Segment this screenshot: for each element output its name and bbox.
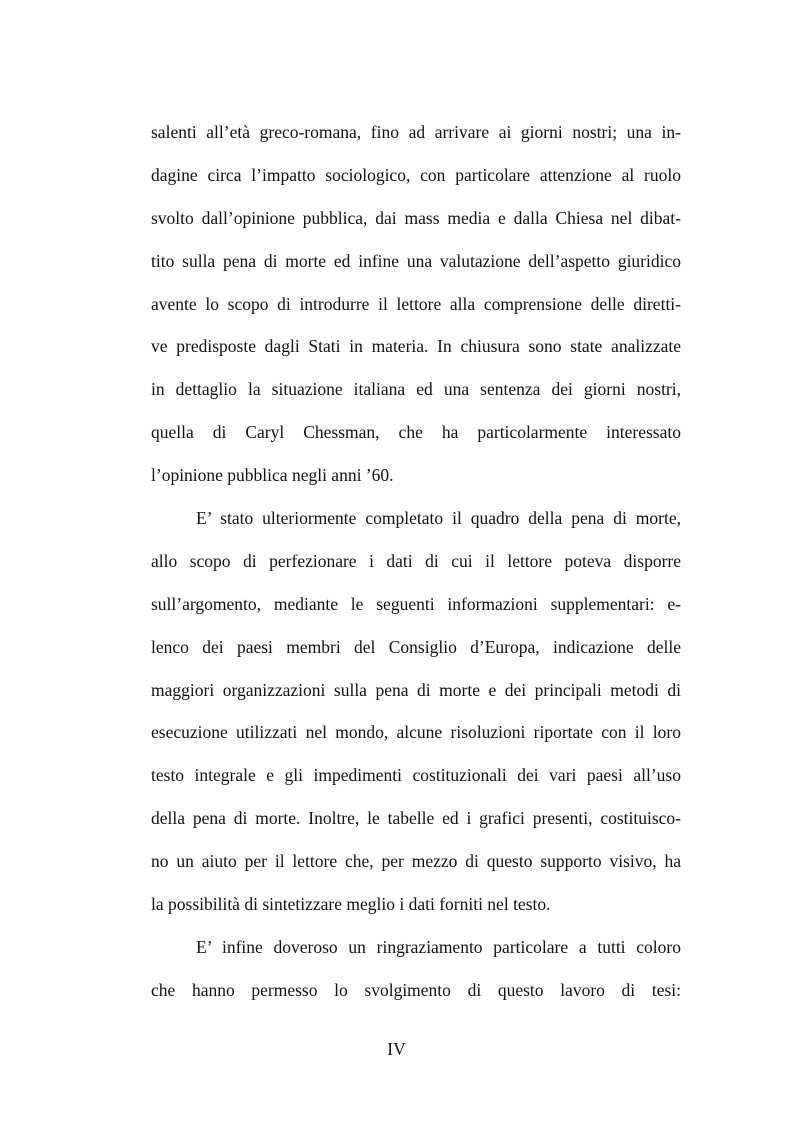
text-line: l’opinione pubblica negli anni ’60. — [151, 465, 394, 486]
text-line: lenco dei paesi membri del Consiglio d’Europa, indicazione delle — [151, 636, 681, 657]
text-line: sull’argomento, mediante le seguenti informazioni supplementari: e- — [151, 593, 681, 614]
text-line: E’ infine doveroso un ringraziamento particolare a tutti coloro — [196, 936, 681, 957]
text-line: testo integrale e gli impedimenti costituzionali dei vari paesi all’uso — [151, 765, 681, 786]
paragraph-3 — [151, 926, 681, 1012]
text-line: quella di Caryl Chessman, che ha particolarmente interessato — [151, 422, 681, 443]
text-line: allo scopo di perfezionare i dati di cui il lettore poteva disporre — [151, 550, 681, 571]
text-line: no un aiuto per il lettore che, per mezzo di questo supporto visivo, ha — [151, 851, 681, 872]
text-line: che hanno permesso lo svolgimento di questo lavoro di tesi: — [151, 979, 681, 1000]
text-line: ve predisposte dagli Stati in materia. In chiusura sono state analizzate — [151, 336, 681, 357]
body-text — [151, 111, 681, 1012]
text-line: esecuzione utilizzati nel mondo, alcune risoluzioni riportate con il loro — [151, 722, 681, 743]
text-line: salenti all’età greco-romana, fino ad arrivare ai giorni nostri; una in- — [151, 122, 681, 142]
paragraph-2 — [151, 497, 681, 926]
paragraph-1 — [151, 111, 681, 497]
text-line: E’ stato ulteriormente completato il quadro della pena di morte, — [196, 508, 681, 529]
text-line: maggiori organizzazioni sulla pena di morte e dei principali metodi di — [151, 679, 681, 700]
text-line: tito sulla pena di morte ed infine una valutazione dell’aspetto giuridico — [151, 250, 681, 271]
text-line: svolto dall’opinione pubblica, dai mass media e dalla Chiesa nel dibat- — [151, 207, 681, 228]
text-line: avente lo scopo di introdurre il lettore alla comprensione delle diretti- — [151, 293, 681, 314]
text-line: la possibilità di sintetizzare meglio i dati forniti nel testo. — [151, 894, 551, 915]
page-number: IV — [387, 1039, 406, 1059]
text-line: della pena di morte. Inoltre, le tabelle ed i grafici presenti, costituisco- — [151, 808, 681, 829]
text-line: in dettaglio la situazione italiana ed una sentenza dei giorni nostri, — [151, 379, 681, 400]
text-line: dagine circa l’impatto sociologico, con particolare attenzione al ruolo — [151, 164, 681, 185]
